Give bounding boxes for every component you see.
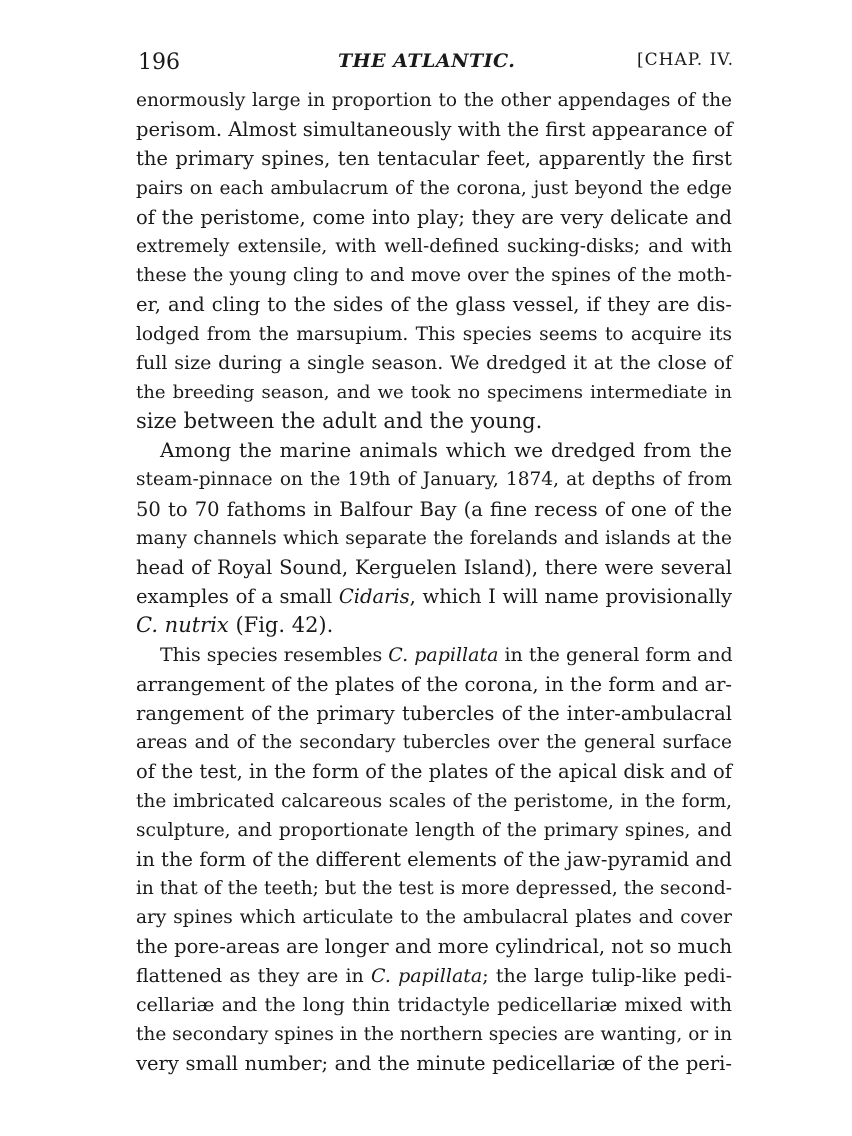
text-line: lodged from the marsupium. This species seems to acquire its <box>136 323 732 345</box>
text-line: flattened as they are in C. papillata; the large tulip-like pedi- <box>136 964 732 987</box>
running-title: THE ATLANTIC. <box>338 50 516 72</box>
text-line: rangement of the primary tubercles of the inter-ambulacral <box>136 701 732 725</box>
text-line: in that of the teeth; but the test is more depressed, the second- <box>136 878 732 900</box>
page-number: 196 <box>138 50 180 75</box>
text-line: steam-pinnace on the 19th of January, 1874, at depths of from <box>136 469 732 491</box>
text-line: very small number; and the minute pedicellariæ of the peri- <box>136 1052 732 1076</box>
text-line: these the young cling to and move over the spines of the moth- <box>136 265 732 287</box>
text-line: sculpture, and proportionate length of the primary spines, and <box>136 819 732 841</box>
chapter-reference: [CHAP. IV. <box>637 50 734 70</box>
text-line: the breeding season, and we took no specimens intermediate in <box>136 381 732 403</box>
text-line: er, and cling to the sides of the glass vessel, if they are dis- <box>136 293 732 317</box>
text-line: ary spines which articulate to the ambulacral plates and cover <box>136 907 732 929</box>
text-line: many channels which separate the forelands and islands at the <box>136 527 732 549</box>
text-line: size between the adult and the young. <box>136 409 543 434</box>
text-line: C. nutrix (Fig. 42). <box>136 613 334 638</box>
text-line: enormously large in proportion to the other appendages of the <box>136 90 732 111</box>
text-line: pairs on each ambulacrum of the corona, just beyond the edge <box>136 177 732 199</box>
text-line: of the test, in the form of the plates of the apical disk and of <box>136 760 732 784</box>
paragraph-2 <box>136 436 732 640</box>
running-head <box>138 50 734 82</box>
text-line: the secondary spines in the northern species are wanting, or in <box>136 1024 732 1045</box>
text-line: arrangement of the plates of the corona, in the form and ar- <box>136 672 732 696</box>
text-line: cellariæ and the long thin tridactyle pedicellariæ mixed with <box>136 993 732 1016</box>
text-line: examples of a small Cidaris, which I will name provisionally <box>136 585 732 609</box>
text-line: the imbricated calcareous scales of the peristome, in the form, <box>136 790 732 812</box>
text-line: extremely extensile, with well-defined sucking-disks; and with <box>136 235 732 257</box>
text-line: of the peristome, come into play; they are very delicate and <box>136 205 732 229</box>
text-line: 50 to 70 fathoms in Balfour Bay (a fine recess of one of the <box>136 497 732 521</box>
text-line: This species resembles C. papillata in the general form and <box>160 643 733 666</box>
paragraph-1 <box>136 86 732 436</box>
text-line: areas and of the secondary tubercles over the general surface <box>136 732 732 754</box>
paragraph-3 <box>136 641 732 1079</box>
text-line: the pore-areas are longer and more cylindrical, not so much <box>136 935 733 959</box>
text-line: perisom. Almost simultaneously with the first appearance of <box>136 118 733 142</box>
text-line: full size during a single season. We dredged it at the close of <box>136 351 732 374</box>
body-text <box>136 86 732 1078</box>
text-line: the primary spines, ten tentacular feet, apparently the first <box>136 147 732 171</box>
text-line: in the form of the different elements of the jaw-pyramid and <box>136 847 732 871</box>
text-line: head of Royal Sound, Kerguelen Island), there were several <box>136 556 732 579</box>
text-line: Among the marine animals which we dredged from the <box>160 438 732 463</box>
